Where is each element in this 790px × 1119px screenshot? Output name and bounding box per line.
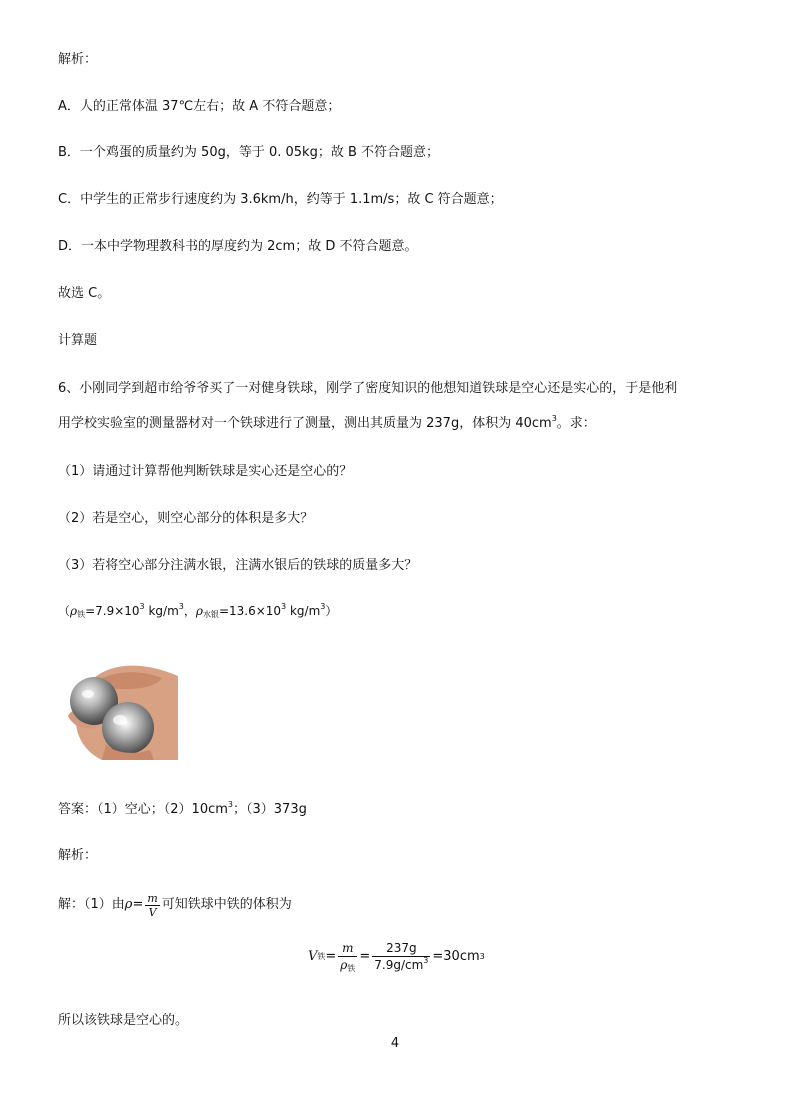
question-6-line-1: 6、小刚同学到超市给爷爷买了一对健身铁球，刚学了密度知识的他想知道铁球是空心还是实心的，于是他利 xyxy=(58,381,678,396)
iron-ball-right xyxy=(102,702,154,754)
rho-symbol-mercury: ρ xyxy=(195,604,203,618)
page-number: 4 xyxy=(390,1036,400,1051)
eq-m: m xyxy=(342,941,354,955)
option-b-text: B．一个鸡蛋的质量约为 50g，等于 0. 05kg；故 B 不符合题意； xyxy=(58,145,440,160)
question-6-line-2-main: 用学校实验室的测量器材对一个铁球进行了测量，测出其质量为 237g，体积为 40cm xyxy=(58,416,552,431)
solution-rho: ρ xyxy=(124,897,133,912)
choice-text: 故选 C。 xyxy=(58,286,111,301)
eq-fraction-1 xyxy=(338,940,357,973)
section-heading: 计算题 xyxy=(58,333,98,348)
option-c-text: C．中学生的正常步行速度约为 3.6km/h，约等于 1.1m/s；故 C 符合题意； xyxy=(58,192,503,207)
iron-balls-illustration xyxy=(62,656,178,760)
eq-denominator: 7.9g/cm xyxy=(374,958,424,972)
iron-balls-photo xyxy=(62,656,178,760)
iron-subscript: 铁 xyxy=(77,610,86,619)
formula-v: V xyxy=(148,905,157,919)
eq-numerator: 237g xyxy=(386,941,417,955)
solution-equals: = xyxy=(132,897,144,912)
mercury-subscript: 水银 xyxy=(202,610,219,619)
iron-density-value: =7.9×10 xyxy=(85,604,140,618)
analysis-heading-1: 解析： xyxy=(58,52,98,67)
option-a-text: A．人的正常体温 37℃左右；故 A 不符合题意； xyxy=(58,99,341,114)
sub-question-1: （1）请通过计算帮他判断铁球是实心还是空心的？ xyxy=(58,464,353,479)
analysis-heading-2: 解析： xyxy=(58,848,98,863)
eq-equals-2: = xyxy=(359,949,371,964)
iron-unit-exponent: 3 xyxy=(178,602,184,611)
solution-line xyxy=(58,890,292,920)
eq-result: =30cm xyxy=(432,949,480,964)
question-6-line-2 xyxy=(58,414,596,434)
sub-question-3: （3）若将空心部分注满水银，注满水银后的铁球的质量多大？ xyxy=(58,558,418,573)
answer-end: ；（3）373g xyxy=(233,802,307,817)
eq-rho: ρ xyxy=(340,958,348,972)
eq-fraction-2 xyxy=(372,940,430,973)
rho-symbol-iron: ρ xyxy=(70,604,78,618)
question-6-line-2-end: 。求： xyxy=(556,416,596,431)
eq-equals-1: = xyxy=(325,949,337,964)
density-formula-fraction xyxy=(145,892,159,919)
eq-v: V xyxy=(308,949,318,964)
density-open-paren: （ xyxy=(58,604,71,618)
option-d-text: D．一本中学物理教科书的厚度约为 2cm；故 D 不符合题意。 xyxy=(58,239,418,254)
density-close-paren: ） xyxy=(325,604,338,618)
mercury-unit-exponent: 3 xyxy=(320,602,326,611)
solution-prefix: 解：（1）由 xyxy=(58,897,125,912)
answer-exponent: 3 xyxy=(227,800,233,809)
solution-suffix: 可知铁球中铁的体积为 xyxy=(161,897,292,912)
sub-question-2: （2）若是空心，则空心部分的体积是多大？ xyxy=(58,511,314,526)
density-separator: ， xyxy=(183,604,196,618)
mercury-density-unit: kg/m xyxy=(286,604,321,618)
conclusion-line: 所以该铁球是空心的。 xyxy=(58,1013,189,1028)
mercury-density-exponent: 3 xyxy=(281,602,287,611)
volume-equation: V 铁 = $\frac{m}{\rho_铁}$ = $\frac{237g}{7.9g/cm^3}$ =30cm 3 xyxy=(308,941,485,973)
eq-rho-sub: 铁 xyxy=(347,964,356,973)
answer-main: 答案：（1）空心；（2）10cm xyxy=(58,802,228,817)
eq-denominator-exp: 3 xyxy=(423,956,429,965)
answer-line xyxy=(58,800,307,820)
mercury-density-value: =13.6×10 xyxy=(218,604,282,618)
density-given xyxy=(58,602,337,619)
formula-m: m xyxy=(147,891,158,905)
iron-density-unit: kg/m xyxy=(144,604,179,618)
iron-density-exponent: 3 xyxy=(139,602,145,611)
volume-exponent: 3 xyxy=(551,414,557,423)
